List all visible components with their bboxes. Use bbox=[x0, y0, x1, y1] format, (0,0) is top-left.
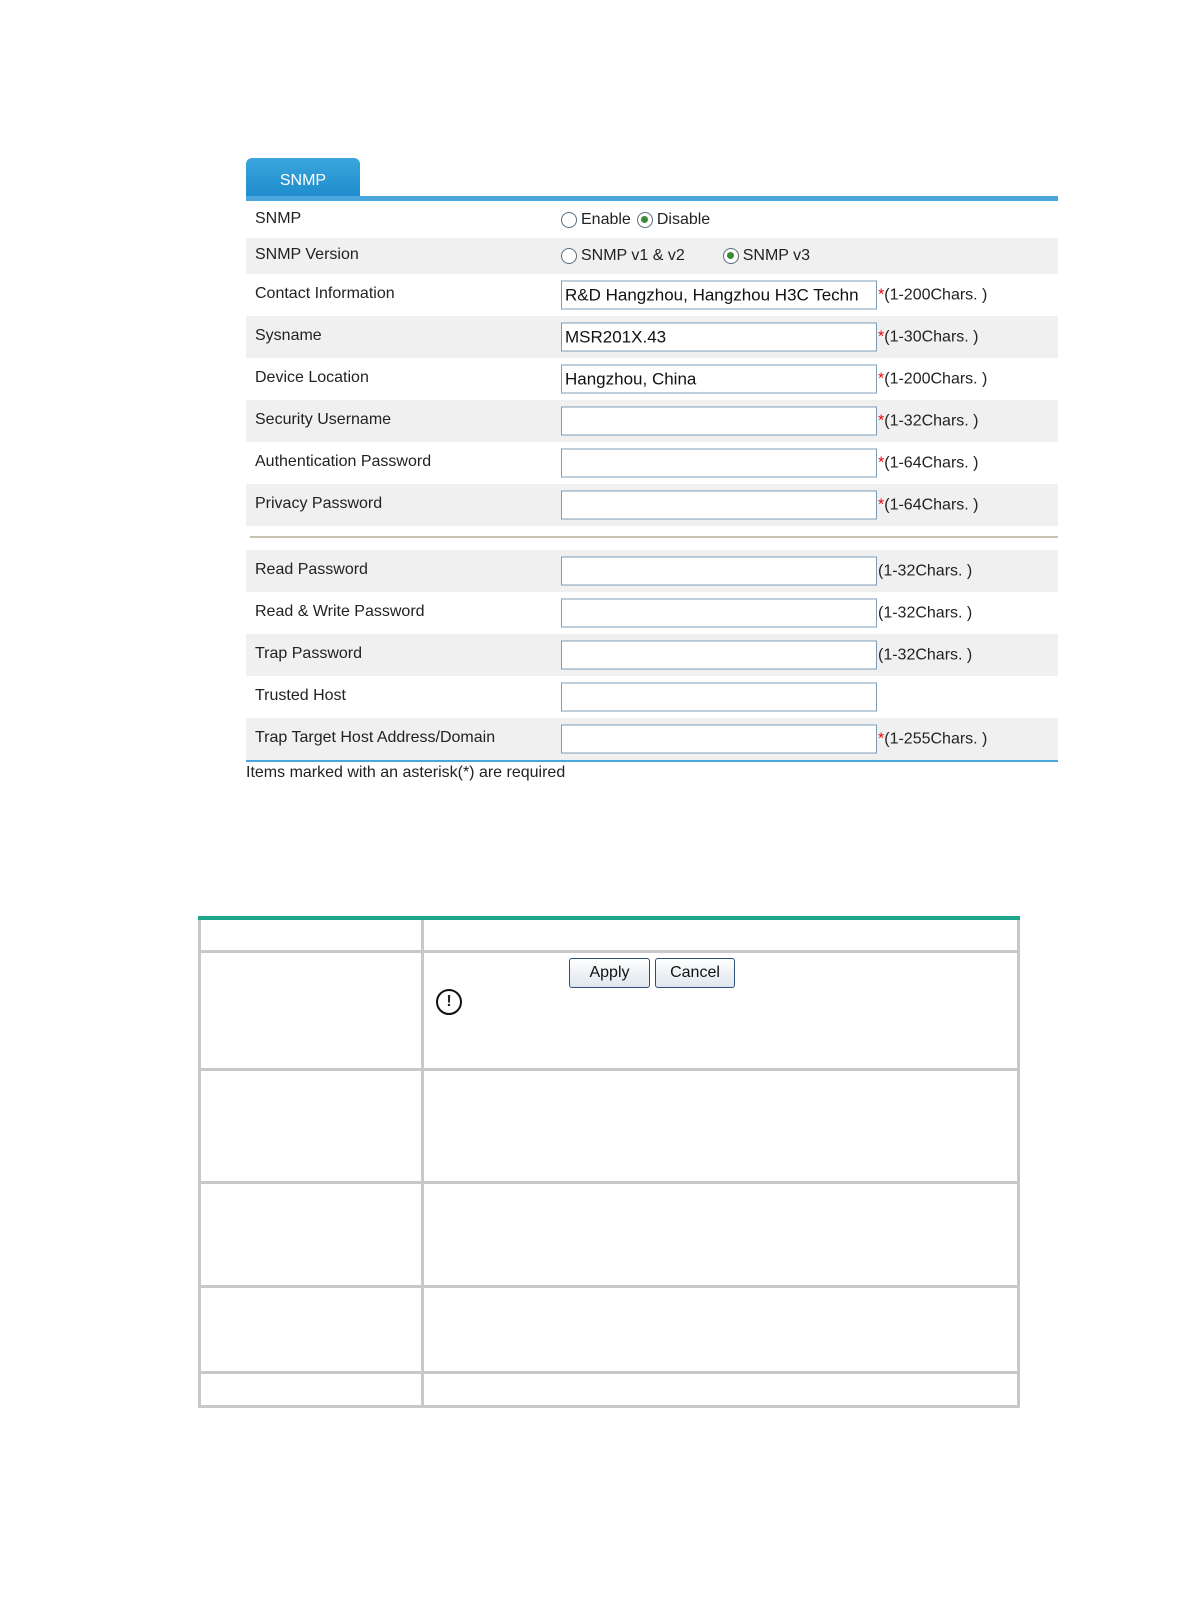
radio-circle-icon[interactable] bbox=[561, 212, 577, 228]
snmp-disable-label: Disable bbox=[656, 211, 711, 228]
snmp-enable-label: Enable bbox=[581, 211, 631, 228]
snmp-v3-label: SNMP v3 bbox=[742, 247, 811, 264]
privacy-password-label: Privacy Password bbox=[255, 495, 383, 513]
trusted-host-row bbox=[246, 676, 1058, 718]
trap-password-label: Trap Password bbox=[255, 645, 362, 663]
table-cell bbox=[423, 952, 1019, 1070]
security-username-label: Security Username bbox=[255, 411, 392, 429]
trusted-host-input[interactable] bbox=[561, 683, 877, 712]
snmp-v1v2-label: SNMP v1 & v2 bbox=[581, 247, 685, 264]
snmp-version-label: SNMP Version bbox=[255, 246, 359, 264]
rw-password-label: Read & Write Password bbox=[255, 603, 425, 621]
sysname-label: Sysname bbox=[255, 327, 322, 345]
required-marker: * bbox=[878, 286, 885, 303]
security-username-hint: (1-32Chars. ) bbox=[884, 412, 979, 429]
auth-password-label: Authentication Password bbox=[255, 453, 432, 471]
auth-password-input[interactable] bbox=[561, 449, 877, 478]
cancel-button[interactable]: Cancel bbox=[655, 958, 735, 988]
table-cell bbox=[423, 1373, 1019, 1407]
radio-circle-icon[interactable] bbox=[561, 248, 577, 264]
auth-password-row bbox=[246, 442, 1058, 484]
required-note: Items marked with an asterisk(*) are required bbox=[246, 764, 566, 781]
trap-password-row bbox=[246, 634, 1058, 676]
rw-password-input[interactable] bbox=[561, 599, 877, 628]
snmp-row bbox=[246, 202, 1058, 238]
rw-password-row bbox=[246, 592, 1058, 634]
table-row bbox=[200, 1070, 1019, 1183]
table-row bbox=[200, 1373, 1019, 1407]
security-username-input[interactable] bbox=[561, 407, 877, 436]
form-bottom-line bbox=[246, 760, 1058, 762]
trap-target-input[interactable] bbox=[561, 725, 877, 754]
table-cell bbox=[423, 1183, 1019, 1287]
table-cell bbox=[200, 1287, 423, 1373]
contact-input[interactable] bbox=[561, 281, 877, 310]
contact-label: Contact Information bbox=[255, 285, 395, 303]
table-cell bbox=[200, 1183, 423, 1287]
apply-button[interactable]: Apply bbox=[569, 958, 650, 988]
trap-password-input[interactable] bbox=[561, 641, 877, 670]
snmp-v1v2-radio[interactable] bbox=[561, 247, 685, 265]
contact-row bbox=[246, 274, 1058, 316]
read-password-hint: (1-32Chars. ) bbox=[878, 562, 973, 579]
snmp-version-row bbox=[246, 238, 1058, 274]
snmp-radio-group bbox=[561, 211, 716, 229]
required-marker: * bbox=[878, 328, 885, 345]
trap-target-label: Trap Target Host Address/Domain bbox=[255, 729, 496, 747]
sysname-row bbox=[246, 316, 1058, 358]
location-hint: (1-200Chars. ) bbox=[884, 370, 988, 387]
table-header-row bbox=[200, 918, 1019, 952]
trap-target-row bbox=[246, 718, 1058, 760]
required-marker: * bbox=[878, 370, 885, 387]
read-password-label: Read Password bbox=[255, 561, 368, 579]
read-password-input[interactable] bbox=[561, 557, 877, 586]
radio-selected-icon[interactable] bbox=[723, 248, 739, 264]
table-cell bbox=[423, 1070, 1019, 1183]
snmp-config-panel bbox=[246, 158, 1058, 981]
required-marker: * bbox=[878, 454, 885, 471]
required-marker: * bbox=[878, 730, 885, 747]
table-cell bbox=[200, 918, 423, 952]
trap-target-hint: (1-255Chars. ) bbox=[884, 730, 988, 747]
table-cell bbox=[200, 1373, 423, 1407]
trusted-host-label: Trusted Host bbox=[255, 687, 346, 705]
location-input[interactable] bbox=[561, 365, 877, 394]
snmp-v3-radio[interactable] bbox=[723, 247, 810, 265]
table-row bbox=[200, 952, 1019, 1070]
security-username-row bbox=[246, 400, 1058, 442]
auth-password-hint: (1-64Chars. ) bbox=[884, 454, 979, 471]
tab-strip bbox=[246, 158, 1058, 202]
privacy-password-hint: (1-64Chars. ) bbox=[884, 496, 979, 513]
snmp-label: SNMP bbox=[255, 210, 302, 228]
rw-password-hint: (1-32Chars. ) bbox=[878, 604, 973, 621]
sysname-hint: (1-30Chars. ) bbox=[884, 328, 979, 345]
table-row bbox=[200, 1183, 1019, 1287]
table-cell bbox=[200, 952, 423, 1070]
required-marker: * bbox=[878, 412, 885, 429]
location-row bbox=[246, 358, 1058, 400]
tab-underline bbox=[246, 196, 1058, 201]
trap-password-hint: (1-32Chars. ) bbox=[878, 646, 973, 663]
section-divider bbox=[250, 536, 1058, 538]
snmp-enable-radio[interactable] bbox=[561, 211, 631, 229]
required-marker: * bbox=[878, 496, 885, 513]
table-cell bbox=[423, 918, 1019, 952]
reference-table bbox=[198, 916, 1020, 1408]
radio-selected-icon[interactable] bbox=[637, 212, 653, 228]
privacy-password-input[interactable] bbox=[561, 491, 877, 520]
privacy-password-row bbox=[246, 484, 1058, 526]
table-cell bbox=[423, 1287, 1019, 1373]
table-row bbox=[200, 1287, 1019, 1373]
location-label: Device Location bbox=[255, 369, 369, 387]
read-password-row bbox=[246, 550, 1058, 592]
sysname-input[interactable] bbox=[561, 323, 877, 352]
snmp-disable-radio[interactable] bbox=[637, 211, 710, 229]
tab-snmp[interactable]: SNMP bbox=[246, 158, 360, 200]
contact-hint: (1-200Chars. ) bbox=[884, 286, 988, 303]
snmp-version-radio-group bbox=[561, 247, 816, 265]
warning-icon: ! bbox=[436, 989, 462, 1015]
table-cell bbox=[200, 1070, 423, 1183]
